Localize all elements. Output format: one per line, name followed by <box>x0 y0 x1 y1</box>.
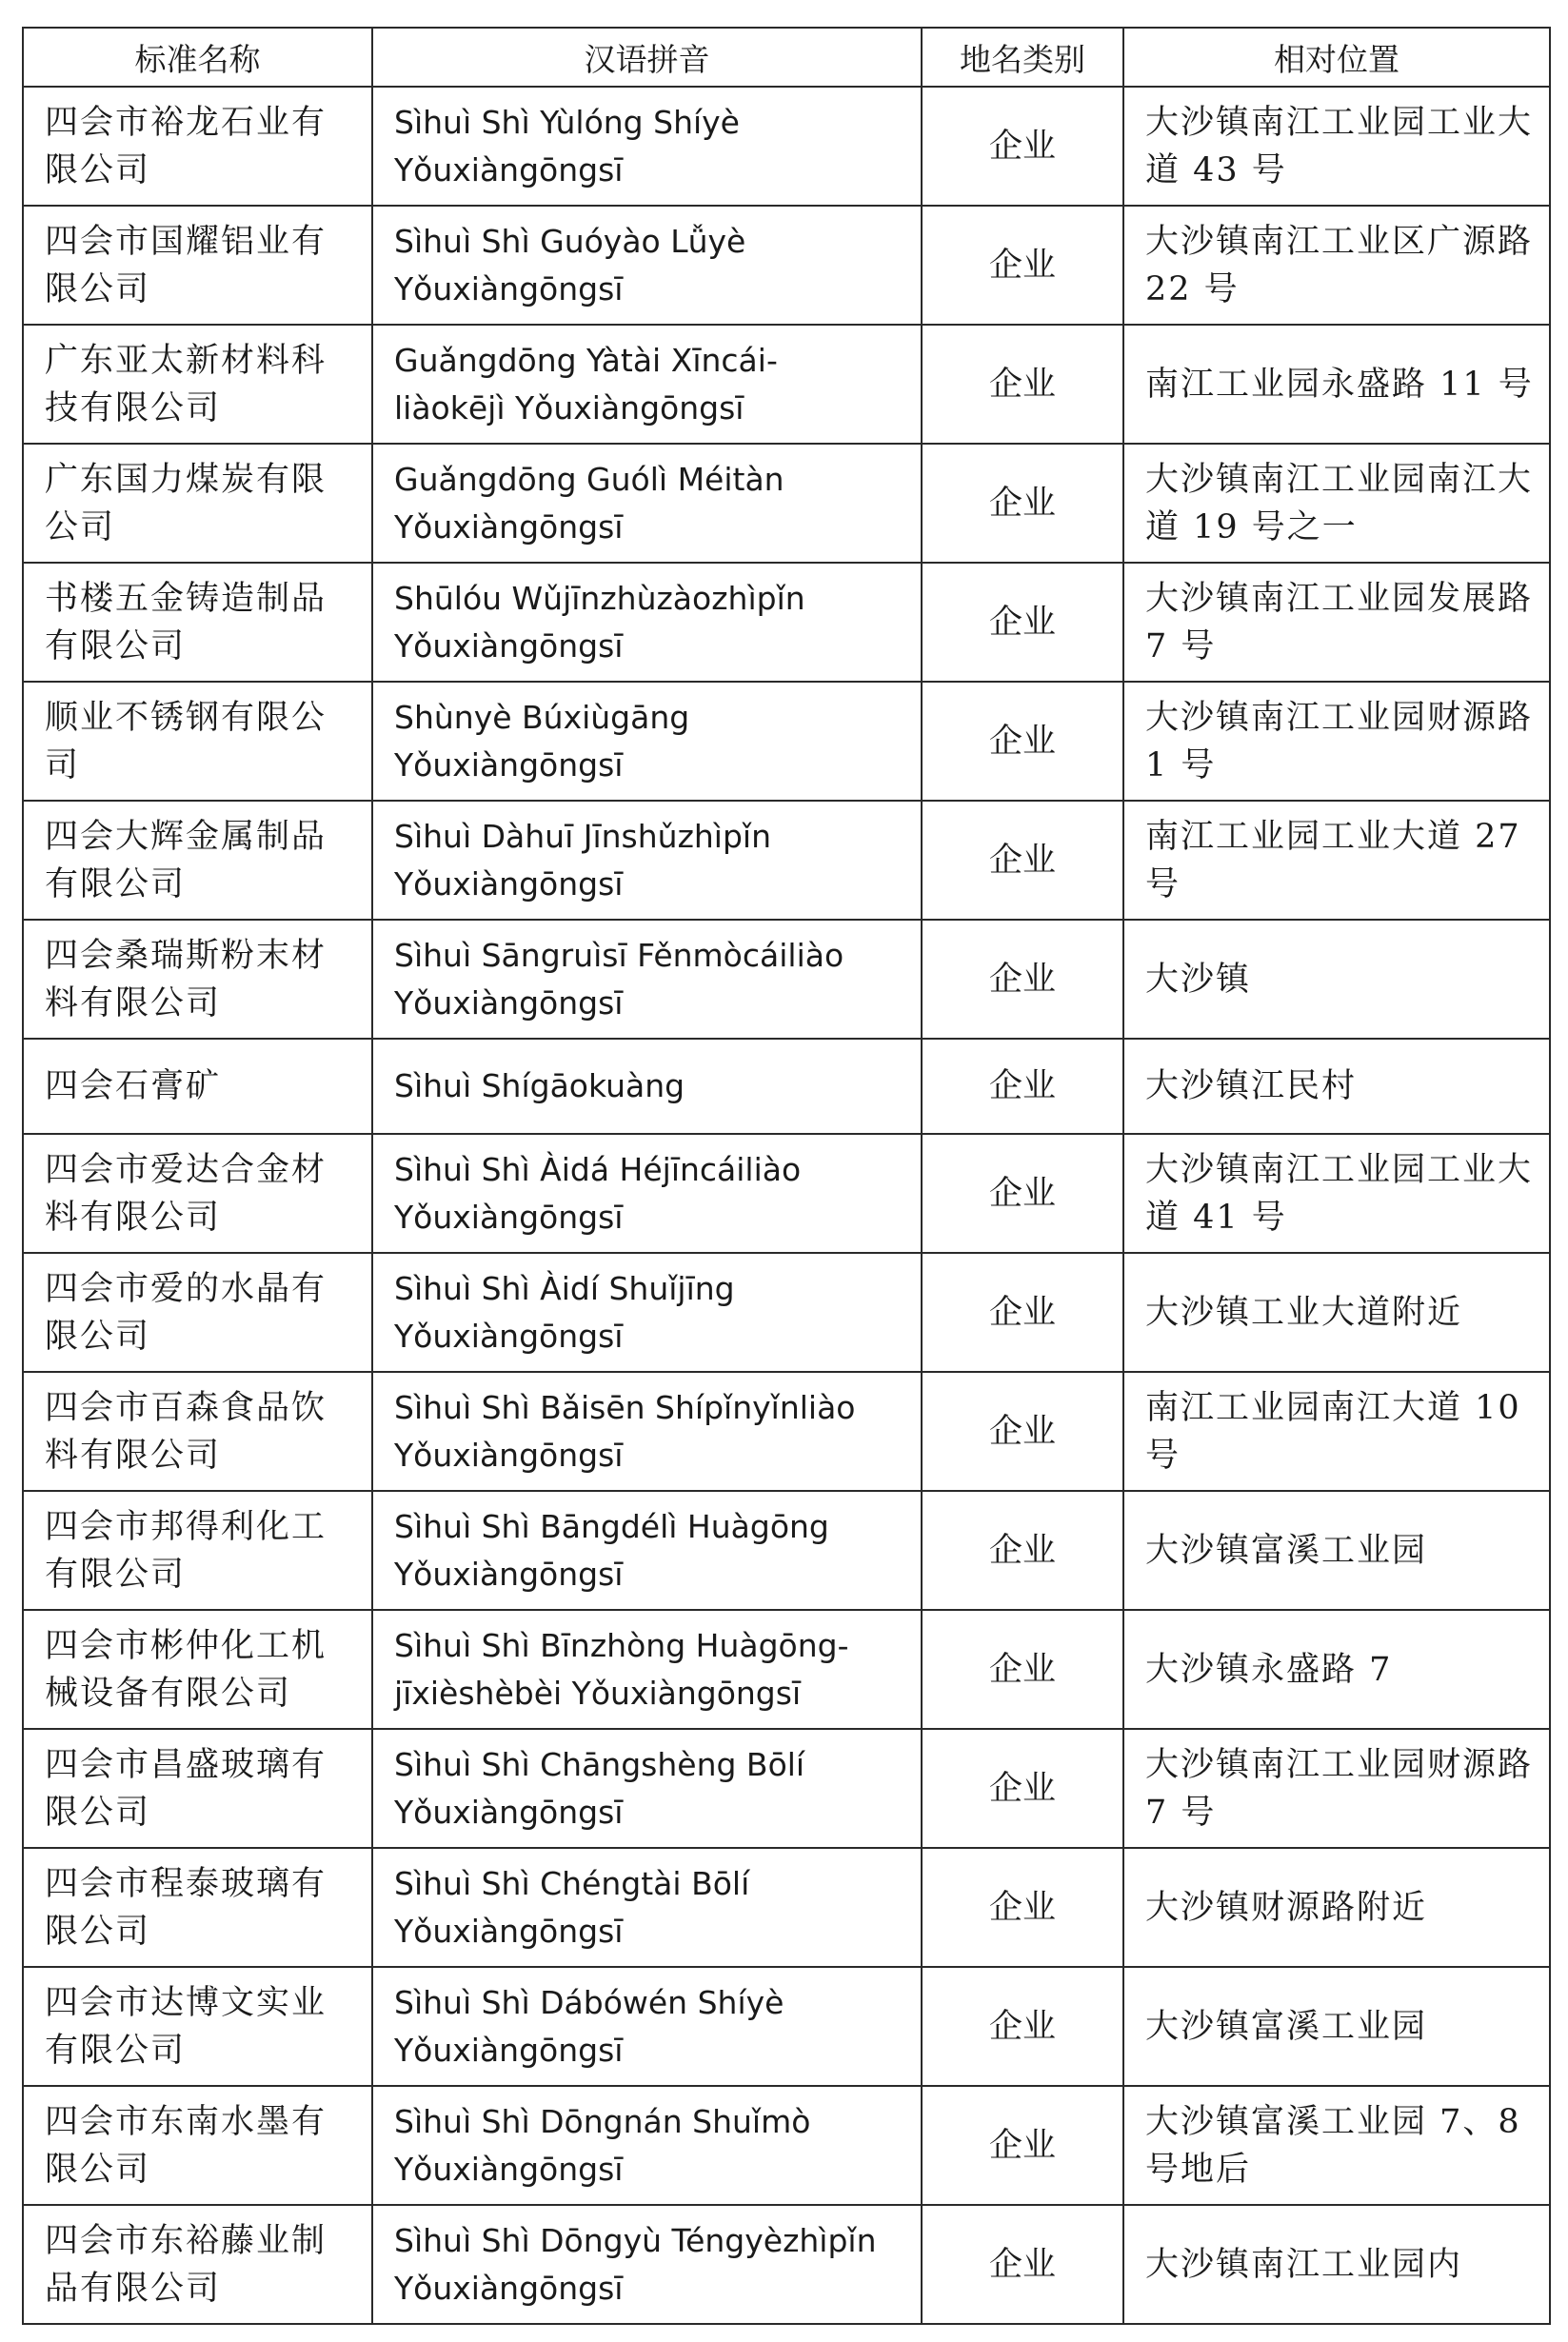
cell-pinyin: Sìhuì Shì Bīnzhòng Huàgōng- jīxièshèbèi Yǒuxiàngōngsī <box>372 1610 922 1729</box>
cell-standard-name: 四会市达博文实业有限公司 <box>23 1967 372 2086</box>
cell-relative-position: 大沙镇富溪工业园 7、8 号地后 <box>1123 2086 1550 2205</box>
table-row <box>23 87 1550 206</box>
cell-pinyin: Sìhuì Sāngruìsī Fěnmòcáiliào Yǒuxiàngōngsī <box>372 920 922 1039</box>
table-row <box>23 682 1550 801</box>
header-pinyin: 汉语拼音 <box>372 28 922 87</box>
cell-relative-position: 大沙镇富溪工业园 <box>1123 1967 1550 2086</box>
cell-relative-position: 大沙镇南江工业园工业大道 41 号 <box>1123 1134 1550 1253</box>
table-row <box>23 1729 1550 1848</box>
cell-relative-position: 大沙镇富溪工业园 <box>1123 1491 1550 1610</box>
cell-relative-position: 大沙镇南江工业园发展路 7 号 <box>1123 563 1550 682</box>
cell-pinyin: Sìhuì Shì Yùlóng Shíyè Yǒuxiàngōngsī <box>372 87 922 206</box>
cell-category: 企业 <box>922 444 1123 563</box>
cell-relative-position: 大沙镇永盛路 7 <box>1123 1610 1550 1729</box>
cell-standard-name: 四会市昌盛玻璃有限公司 <box>23 1729 372 1848</box>
cell-pinyin: Guǎngdōng Yàtài Xīncái- liàokējì Yǒuxiàngōngsī <box>372 325 922 444</box>
cell-relative-position: 大沙镇南江工业园内 <box>1123 2205 1550 2324</box>
cell-pinyin: Sìhuì Shì Chéngtài Bōlí Yǒuxiàngōngsī <box>372 1848 922 1967</box>
header-standard-name: 标准名称 <box>23 28 372 87</box>
cell-category: 企业 <box>922 920 1123 1039</box>
cell-category: 企业 <box>922 1967 1123 2086</box>
table-header <box>23 28 1550 87</box>
cell-standard-name: 四会大辉金属制品有限公司 <box>23 801 372 920</box>
cell-standard-name: 四会市国耀铝业有限公司 <box>23 206 372 325</box>
cell-pinyin: Sìhuì Shígāokuàng <box>372 1039 922 1134</box>
table-row <box>23 2086 1550 2205</box>
table-row <box>23 1491 1550 1610</box>
cell-category: 企业 <box>922 563 1123 682</box>
cell-pinyin: Shūlóu Wǔjīnzhùzàozhìpǐn Yǒuxiàngōngsī <box>372 563 922 682</box>
cell-pinyin: Sìhuì Shì Dōngnán Shuǐmò Yǒuxiàngōngsī <box>372 2086 922 2205</box>
header-relative-position: 相对位置 <box>1123 28 1550 87</box>
cell-category: 企业 <box>922 87 1123 206</box>
cell-relative-position: 大沙镇 <box>1123 920 1550 1039</box>
cell-category: 企业 <box>922 1372 1123 1491</box>
cell-pinyin: Sìhuì Shì Dábówén Shíyè Yǒuxiàngōngsī <box>372 1967 922 2086</box>
cell-pinyin: Sìhuì Shì Bāngdélì Huàgōng Yǒuxiàngōngsī <box>372 1491 922 1610</box>
cell-relative-position: 南江工业园永盛路 11 号 <box>1123 325 1550 444</box>
cell-standard-name: 广东国力煤炭有限公司 <box>23 444 372 563</box>
table-row <box>23 1039 1550 1134</box>
cell-standard-name: 四会市爱的水晶有限公司 <box>23 1253 372 1372</box>
cell-category: 企业 <box>922 1848 1123 1967</box>
table-row <box>23 1134 1550 1253</box>
cell-category: 企业 <box>922 1039 1123 1134</box>
cell-category: 企业 <box>922 2086 1123 2205</box>
cell-pinyin: Sìhuì Shì Àidá Héjīncáiliào Yǒuxiàngōngsī <box>372 1134 922 1253</box>
table-body <box>23 87 1550 2324</box>
cell-standard-name: 书楼五金铸造制品有限公司 <box>23 563 372 682</box>
cell-standard-name: 广东亚太新材料科技有限公司 <box>23 325 372 444</box>
place-name-table <box>22 27 1551 2325</box>
table-row <box>23 801 1550 920</box>
table-row <box>23 1848 1550 1967</box>
cell-pinyin: Guǎngdōng Guólì Méitàn Yǒuxiàngōngsī <box>372 444 922 563</box>
table-row <box>23 1610 1550 1729</box>
cell-standard-name: 四会市裕龙石业有限公司 <box>23 87 372 206</box>
cell-pinyin: Sìhuì Shì Àidí Shuǐjīng Yǒuxiàngōngsī <box>372 1253 922 1372</box>
cell-standard-name: 四会市东南水墨有限公司 <box>23 2086 372 2205</box>
cell-relative-position: 大沙镇工业大道附近 <box>1123 1253 1550 1372</box>
table-row <box>23 2205 1550 2324</box>
cell-pinyin: Sìhuì Shì Bǎisēn Shípǐnyǐnliào Yǒuxiàngōngsī <box>372 1372 922 1491</box>
cell-standard-name: 四会市彬仲化工机械设备有限公司 <box>23 1610 372 1729</box>
cell-relative-position: 大沙镇南江工业园南江大道 19 号之一 <box>1123 444 1550 563</box>
cell-relative-position: 大沙镇南江工业园财源路 1 号 <box>1123 682 1550 801</box>
table-row <box>23 1253 1550 1372</box>
cell-standard-name: 四会市爱达合金材料有限公司 <box>23 1134 372 1253</box>
cell-relative-position: 大沙镇财源路附近 <box>1123 1848 1550 1967</box>
table-row <box>23 206 1550 325</box>
cell-relative-position: 南江工业园工业大道 27 号 <box>1123 801 1550 920</box>
cell-standard-name: 顺业不锈钢有限公司 <box>23 682 372 801</box>
cell-pinyin: Sìhuì Shì Chāngshèng Bōlí Yǒuxiàngōngsī <box>372 1729 922 1848</box>
cell-relative-position: 大沙镇南江工业园财源路 7 号 <box>1123 1729 1550 1848</box>
cell-pinyin: Sìhuì Shì Guóyào Lǚyè Yǒuxiàngōngsī <box>372 206 922 325</box>
table-row <box>23 1967 1550 2086</box>
cell-category: 企业 <box>922 206 1123 325</box>
cell-category: 企业 <box>922 325 1123 444</box>
table-row <box>23 1372 1550 1491</box>
cell-standard-name: 四会桑瑞斯粉末材料有限公司 <box>23 920 372 1039</box>
cell-standard-name: 四会市程泰玻璃有限公司 <box>23 1848 372 1967</box>
cell-category: 企业 <box>922 1491 1123 1610</box>
cell-pinyin: Sìhuì Dàhuī Jīnshǔzhìpǐn Yǒuxiàngōngsī <box>372 801 922 920</box>
cell-category: 企业 <box>922 1253 1123 1372</box>
table-row <box>23 920 1550 1039</box>
cell-standard-name: 四会市东裕藤业制品有限公司 <box>23 2205 372 2324</box>
cell-category: 企业 <box>922 1729 1123 1848</box>
cell-relative-position: 大沙镇南江工业区广源路 22 号 <box>1123 206 1550 325</box>
cell-relative-position: 南江工业园南江大道 10 号 <box>1123 1372 1550 1491</box>
table-row <box>23 325 1550 444</box>
cell-relative-position: 大沙镇南江工业园工业大道 43 号 <box>1123 87 1550 206</box>
cell-category: 企业 <box>922 682 1123 801</box>
cell-standard-name: 四会石膏矿 <box>23 1039 372 1134</box>
table-row <box>23 444 1550 563</box>
cell-standard-name: 四会市邦得利化工有限公司 <box>23 1491 372 1610</box>
cell-category: 企业 <box>922 1610 1123 1729</box>
cell-category: 企业 <box>922 1134 1123 1253</box>
cell-relative-position: 大沙镇江民村 <box>1123 1039 1550 1134</box>
cell-category: 企业 <box>922 2205 1123 2324</box>
header-row <box>23 28 1550 87</box>
cell-pinyin: Sìhuì Shì Dōngyù Téngyèzhìpǐn Yǒuxiàngōngsī <box>372 2205 922 2324</box>
table-row <box>23 563 1550 682</box>
cell-standard-name: 四会市百森食品饮料有限公司 <box>23 1372 372 1491</box>
cell-category: 企业 <box>922 801 1123 920</box>
header-category: 地名类别 <box>922 28 1123 87</box>
cell-pinyin: Shùnyè Búxiùgāng Yǒuxiàngōngsī <box>372 682 922 801</box>
